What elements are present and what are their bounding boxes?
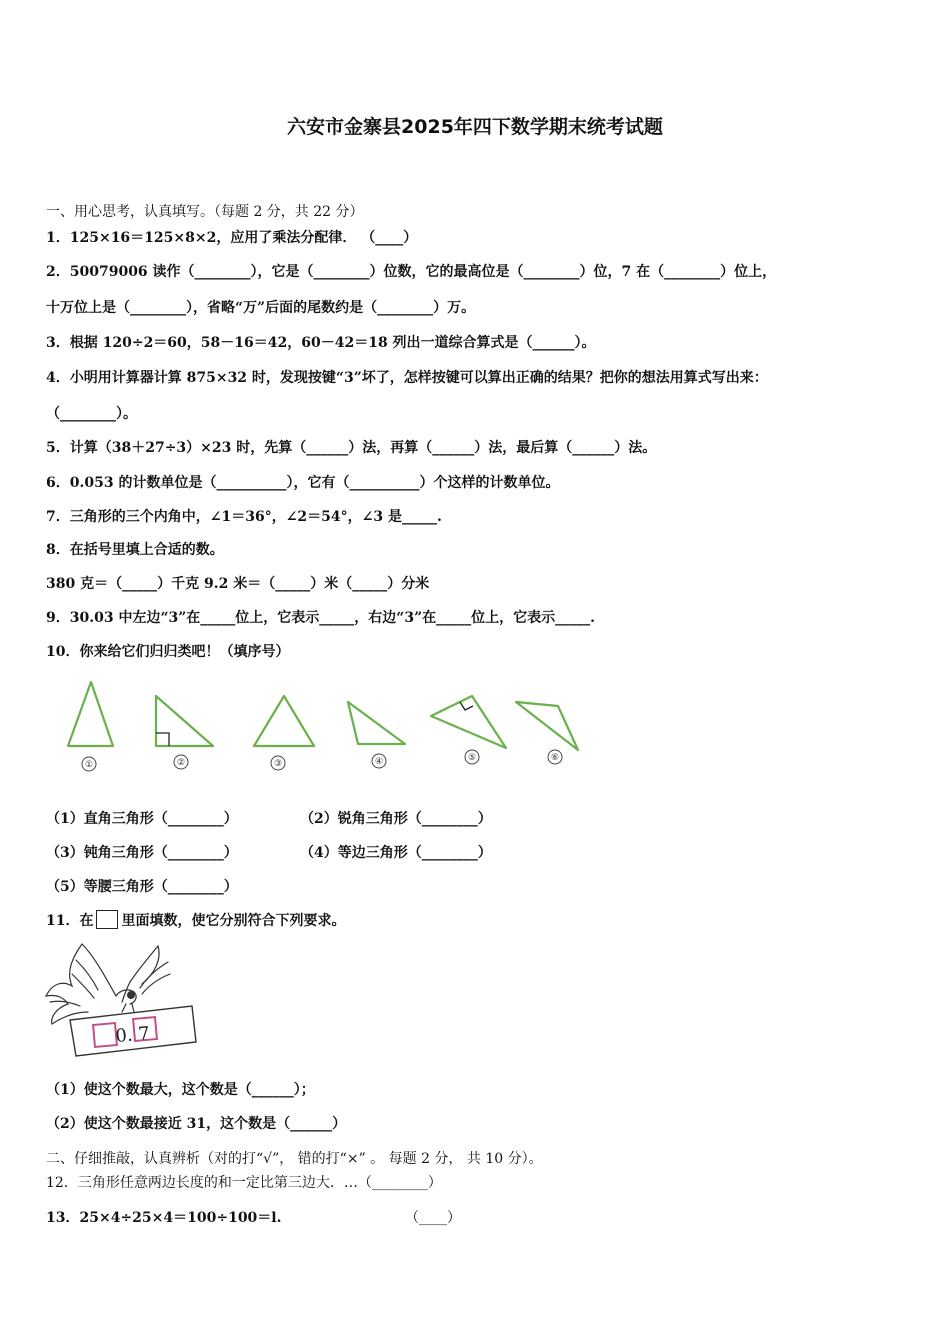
- q10-option-4: （4）等边三角形（________）: [300, 845, 492, 861]
- question-13: 13．25×4÷25×4＝100÷100＝l.: [46, 1210, 282, 1226]
- question-11: [46, 910, 345, 931]
- triangle-label-1: ①: [84, 760, 94, 770]
- q10-option-1: （1）直角三角形（________）: [46, 811, 238, 827]
- page-title: 六安市金寨县2025年四下数学期末统考试题: [287, 116, 663, 138]
- triangle-figures: [56, 674, 596, 779]
- question-11-suffix: 里面填数，使它分别符合下列要求。: [121, 913, 346, 929]
- question-13-blank: （____）: [405, 1210, 461, 1226]
- card-number: 0. 7: [114, 1023, 151, 1047]
- question-2-line2: 十万位上是（________），省略“万”后面的尾数约是（________）万。: [46, 300, 476, 316]
- q11-sub-1: （1）使这个数最大，这个数是（______）；: [46, 1082, 315, 1098]
- section1-heading: 一、用心思考，认真填写。（每题 2 分，共 22 分）: [46, 204, 364, 220]
- triangle-label-5: ⑤: [467, 753, 477, 763]
- bird-card-illustration: [42, 938, 202, 1060]
- q10-option-3: （3）钝角三角形（________）: [46, 845, 238, 861]
- triangle-5: [431, 696, 506, 748]
- question-8: 8．在括号里填上合适的数。: [46, 542, 224, 558]
- triangle-2: [156, 696, 213, 746]
- triangle-3: [254, 696, 314, 746]
- empty-box-icon: [96, 910, 118, 929]
- triangle-1: [68, 682, 113, 746]
- q11-sub-2: （2）使这个数最接近 31，这个数是（______）: [46, 1116, 347, 1132]
- question-9: 9．30.03 中左边“3”在_____位上，它表示_____，右边“3”在_____位上，它表示_____.: [46, 610, 596, 626]
- question-12: 12．三角形任意两边长度的和一定比第三边大．…（________）: [46, 1175, 442, 1191]
- triangle-label-4: ④: [374, 757, 384, 767]
- triangle-label-3: ③: [273, 759, 283, 769]
- triangle-4: [348, 702, 405, 744]
- question-1: 1．125×16＝125×8×2，应用了乘法分配律． （____）: [46, 230, 418, 246]
- q10-option-2: （2）锐角三角形（________）: [300, 811, 492, 827]
- triangle-6: [516, 702, 578, 750]
- triangle-label-6: ⑥: [550, 753, 560, 763]
- question-5: 5．计算（38＋27÷3）×23 时，先算（______）法，再算（______）法，最后算（______）法。: [46, 440, 657, 456]
- q10-option-5: （5）等腰三角形（________）: [46, 879, 238, 895]
- triangle-label-2: ②: [176, 758, 186, 768]
- question-2-line1: 2．50079006 读作（________），它是（________）位数，它的最高位是（________）位，7 在（________）位上，: [46, 264, 777, 280]
- question-4-line1: 4．小明用计算器计算 875×32 时，发现按键“3”坏了，怎样按键可以算出正确的结果？把你的想法用算式写出来：: [46, 370, 768, 386]
- question-11-prefix: 11．在: [46, 913, 94, 929]
- question-10: 10．你来给它们归归类吧！（填序号）: [46, 644, 290, 660]
- section2-heading: 二、仔细推敲，认真辨析（对的打“√”， 错的打“×” 。 每题 2 分， 共 10 分）。: [46, 1151, 543, 1167]
- question-7: 7．三角形的三个内角中，∠1＝36°，∠2＝54°，∠3 是_____.: [46, 509, 442, 525]
- question-8-sub: 380 克＝（_____）千克 9.2 米＝（_____）米（_____）分米: [46, 576, 430, 592]
- question-3: 3．根据 120÷2＝60，58－16＝42，60－42＝18 列出一道综合算式是（______）。: [46, 335, 596, 351]
- question-6: 6．0.053 的计数单位是（__________），它有（__________）个这样的计数单位。: [46, 475, 560, 491]
- question-4-line2: （________）。: [46, 406, 137, 422]
